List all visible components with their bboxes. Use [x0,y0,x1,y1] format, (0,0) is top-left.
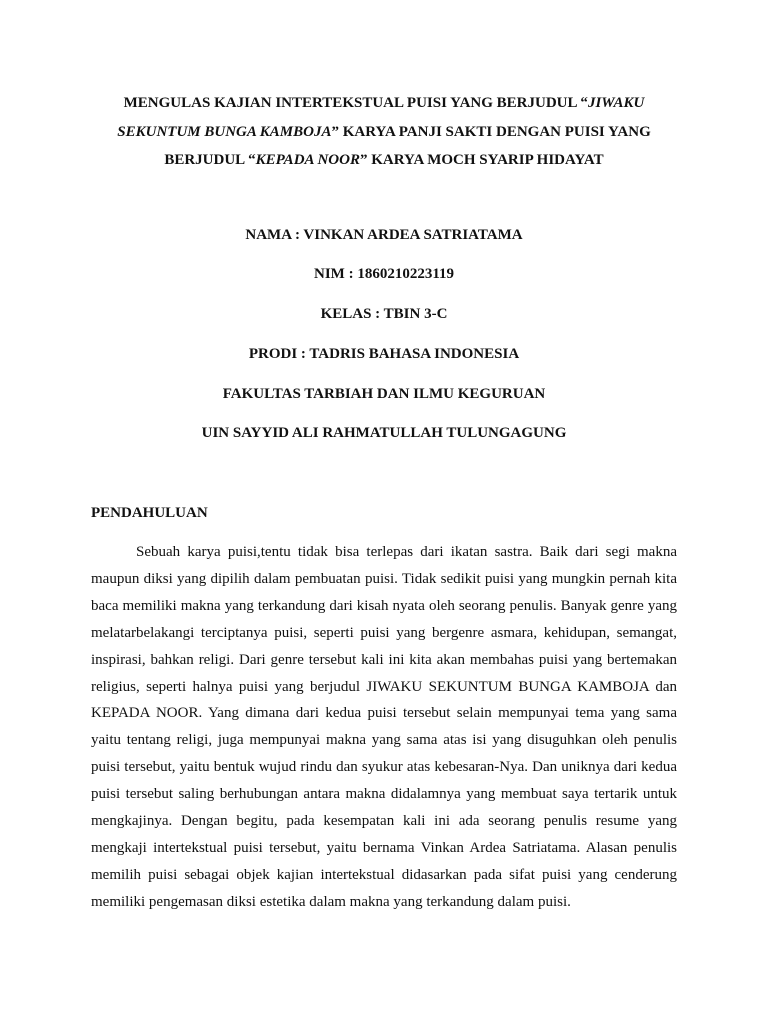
title-part-1: MENGULAS KAJIAN INTERTEKSTUAL PUISI YANG BERJUDUL “ [123,95,588,111]
title-part-5: ” KARYA MOCH SYARIP HIDAYAT [359,152,604,168]
body-paragraph: Sebuah karya puisi,tentu tidak bisa terlepas dari ikatan sastra. Baik dari segi makna maupun diksi yang dipilih dalam pembuatan puisi. Tidak sedikit puisi yang mungkin pernah kita baca memiliki makna yang terkandung dari kisah nyata oleh seorang penulis. Banyak genre yang melatarbelakangi terciptanya puisi, seperti puisi yang bergenre asmara, kehidupan, semangat, inspirasi, bahkan religi. Dari genre tersebut kali ini kita akan membahas puisi yang bertemakan religius, seperti halnya puisi yang berjudul JIWAKU SEKUNTUM BUNGA KAMBOJA dan KEPADA NOOR. Yang dimana dari kedua puisi tersebut selain mempunyai tema yang sama yaitu tentang religi, juga mempunyai makna yang sama atas isi yang disuguhkan oleh penulis puisi tersebut, yaitu bentuk wujud rindu dan syukur atas kebesaran-Nya. Dan uniknya dari kedua puisi tersebut saling berhubungan antara makna didalamnya yang membuat saya tertarik untuk mengkajinya. Dengan begitu, pada kesempatan kali ini ada seorang penulis resume yang mengkaji intertekstual puisi tersebut, yaitu bernama Vinkan Ardea Satriatama. Alasan penulis memilih puisi sebagai objek kajian intertekstual didasarkan pada sifat puisi yang cenderung memiliki pengemasan diksi estetika dalam makna yang terkandung dalam puisi. [91,544,677,910]
section-heading: PENDAHULUAN [91,505,208,521]
student-nim: NIM : 1860210223119 [314,266,454,282]
student-name: NAMA : VINKAN ARDEA SATRIATAMA [245,227,523,243]
document-title [92,89,676,175]
university: UIN SAYYID ALI RAHMATULLAH TULUNGAGUNG [201,425,567,441]
faculty: FAKULTAS TARBIAH DAN ILMU KEGURUAN [222,386,546,402]
student-class: KELAS : TBIN 3-C [320,306,448,322]
title-poem-2: KEPADA NOOR [255,152,360,168]
study-program: PRODI : TADRIS BAHASA INDONESIA [248,346,520,362]
title-part-3: ” KARYA PANJI SAKTI DENGAN PUISI YANG BERJUDUL “ [164,123,651,168]
title-poem-1: JIWAKU SEKUNTUM BUNGA KAMBOJA [117,95,645,140]
